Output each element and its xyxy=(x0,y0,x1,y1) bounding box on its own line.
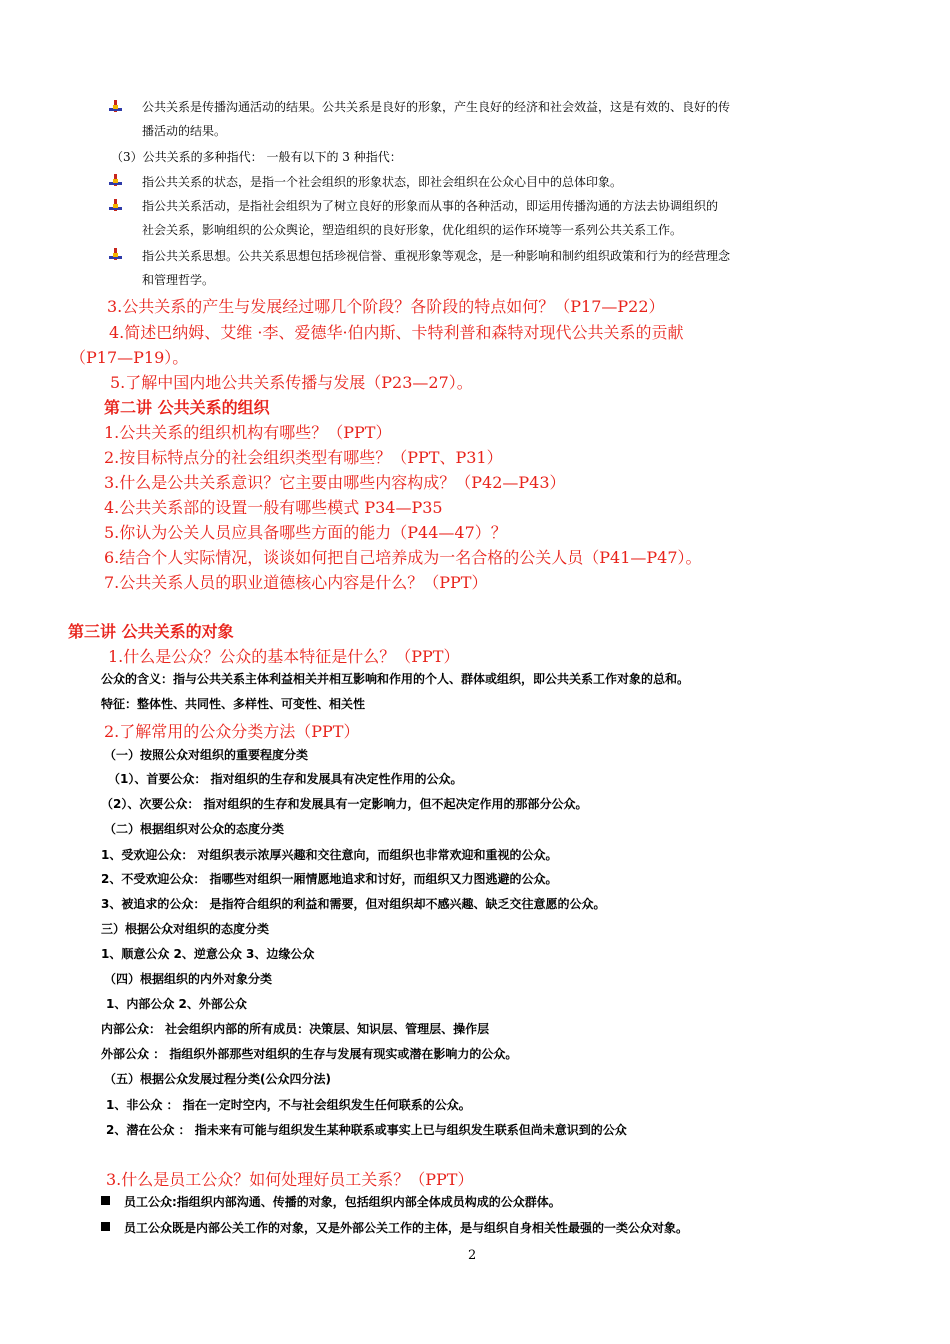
definition: 公众的含义：指与公共关系主体利益相关并相互影响和作用的个人、群体或组织，即公共关系工作对象的总和。 xyxy=(101,672,690,686)
category-item: 3、被追求的公众： 是指符合组织的利益和需要，但对组织却不感兴趣、缺乏交往意愿的公众。 xyxy=(101,897,606,911)
list-item-text: 员工公众既是内部公关工作的对象，又是外部公关工作的主体，是与组织自身相关性最强的一类公众对象。 xyxy=(124,1221,689,1235)
question: 3.公共关系的产生与发展经过哪几个阶段？各阶段的特点如何？（P17—P22） xyxy=(107,297,665,316)
list-item-text: 员工公众:指组织内部沟通、传播的对象，包括组织内部全体成员构成的公众群体。 xyxy=(124,1195,561,1209)
question: 6.结合个人实际情况，谈谈如何把自己培养成为一名合格的公关人员（P41—P47）。 xyxy=(104,548,702,567)
paragraph-line: 社会关系，影响组织的公众舆论，塑造组织的良好形象，优化组织的运作环境等一系列公共关系工作。 xyxy=(142,223,683,237)
category-item: 1、内部公众 2、外部公众 xyxy=(106,997,247,1011)
paragraph-line: 指公共关系思想。公共关系思想包括珍视信誉、重视形象等观念，是一种影响和制约组织政策和行为的经营理念 xyxy=(142,249,731,263)
bullet-icon xyxy=(109,174,121,188)
list-item xyxy=(101,1219,688,1236)
paragraph-line: 指公共关系的状态，是指一个社会组织的形象状态，即社会组织在公众心目中的总体印象。 xyxy=(142,175,623,189)
category-heading: （二）根据组织对公众的态度分类 xyxy=(104,822,285,836)
question: 4.简述巴纳姆、艾维 ·李、爱德华·伯内斯、卡特利普和森特对现代公共关系的贡献 xyxy=(109,323,684,342)
question: 3.什么是员工公众？如何处理好员工关系？（PPT） xyxy=(106,1170,474,1189)
question: 7.公共关系人员的职业道德核心内容是什么？（PPT） xyxy=(104,573,488,592)
square-bullet-icon xyxy=(101,1222,110,1231)
bullet-icon xyxy=(109,199,121,213)
features: 特征：整体性、共同性、多样性、可变性、相关性 xyxy=(101,697,366,711)
category-item: 外部公众 ： 指组织外部那些对组织的生存与发展有现实或潜在影响力的公众。 xyxy=(101,1047,518,1061)
paragraph-line: 和管理哲学。 xyxy=(142,273,215,287)
question: 2.按目标特点分的社会组织类型有哪些？（PPT、P31） xyxy=(104,448,503,467)
question: 5.了解中国内地公共关系传播与发展（P23—27）。 xyxy=(110,373,473,392)
bullet-icon xyxy=(109,248,121,262)
question: 1.什么是公众？公众的基本特征是什么？（PPT） xyxy=(108,647,460,666)
category-item: 2、潜在公众 ： 指未来有可能与组织发生某种联系或事实上已与组织发生联系但尚未意识到的公众 xyxy=(106,1123,627,1137)
category-heading: （一）按照公众对组织的重要程度分类 xyxy=(104,748,309,762)
paragraph-line: 公共关系是传播沟通活动的结果。公共关系是良好的形象，产生良好的经济和社会效益，这是有效的、良好的传 xyxy=(142,100,731,114)
category-item: （2）、次要公众： 指对组织的生存和发展具有一定影响力，但不起决定作用的那部分公众。 xyxy=(101,797,588,811)
question: 1.公共关系的组织机构有哪些？（PPT） xyxy=(104,423,392,442)
square-bullet-icon xyxy=(101,1196,110,1205)
category-item: 1、受欢迎公众： 对组织表示浓厚兴趣和交往意向，而组织也非常欢迎和重视的公众。 xyxy=(101,848,558,862)
page-number: 2 xyxy=(468,1248,477,1263)
question: （P17—P19）。 xyxy=(70,348,189,367)
question: 3.什么是公共关系意识？它主要由哪些内容构成？（P42—P43） xyxy=(104,473,566,492)
category-heading: （四）根据组织的内外对象分类 xyxy=(104,972,273,986)
category-heading: 三）根据公众对组织的态度分类 xyxy=(101,922,270,936)
question: 4.公共关系部的设置一般有哪些模式 P34—P35 xyxy=(104,498,443,517)
question: 5.你认为公关人员应具备哪些方面的能力（P44—47）？ xyxy=(104,523,507,542)
category-item: 2、不受欢迎公众： 指哪些对组织一厢情愿地追求和讨好，而组织又力图逃避的公众。 xyxy=(101,872,558,886)
category-heading: （五）根据公众发展过程分类(公众四分法) xyxy=(104,1072,331,1086)
section-heading: 第三讲 公共关系的对象 xyxy=(68,622,234,641)
paragraph-line: 指公共关系活动，是指社会组织为了树立良好的形象而从事的各种活动，即运用传播沟通的方法去协调组织的 xyxy=(142,199,719,213)
question: 2.了解常用的公众分类方法（PPT） xyxy=(104,722,360,741)
category-item: 1、顺意公众 2、逆意公众 3、边缘公众 xyxy=(101,947,315,961)
list-item xyxy=(101,1193,561,1210)
paragraph-line: 播活动的结果。 xyxy=(142,124,227,138)
section-heading: 第二讲 公共关系的组织 xyxy=(104,398,270,417)
category-item: 1、非公众 ： 指在一定时空内，不与社会组织发生任何联系的公众。 xyxy=(106,1098,471,1112)
category-item: 内部公众： 社会组织内部的所有成员：决策层、知识层、管理层、操作层 xyxy=(101,1022,490,1036)
point3-intro: （3）公共关系的多种指代： 一般有以下的 3 种指代： xyxy=(111,150,402,164)
category-item: （1）、首要公众： 指对组织的生存和发展具有决定性作用的公众。 xyxy=(108,772,463,786)
bullet-icon xyxy=(109,100,121,114)
